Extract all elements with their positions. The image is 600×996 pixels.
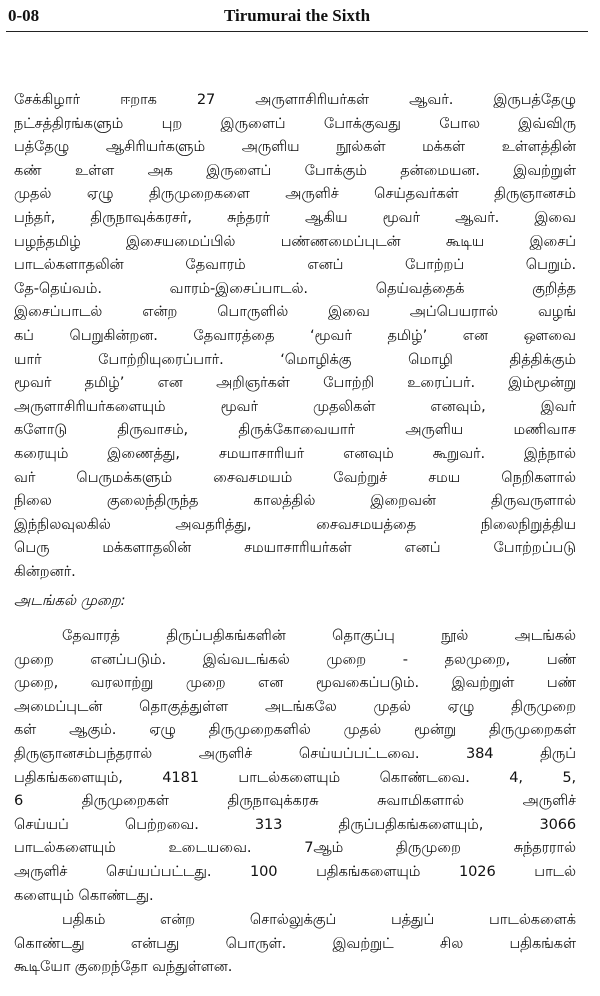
text-line: யார் போற்றியுரைப்பார். ‘மொழிக்கு மொழி தித்திக்கும்: [14, 350, 576, 368]
header-rule: [6, 31, 588, 32]
text-line: சேக்கிழார் ஈறாக 27 அருளாசிரியர்கள் ஆவர். இருபத்தேழு: [14, 91, 576, 108]
text-line: பதிகம் என்ற சொல்லுக்குப் பத்துப் பாடல்களைக்: [62, 911, 576, 928]
text-line: கின்றனர்.: [14, 562, 76, 580]
text-line: முறை, வரலாற்று முறை என மூவகைப்படும். இவற்றுள் பண்: [14, 674, 576, 692]
section-heading: அடங்கல் முறை:: [14, 592, 126, 609]
text-line: பத்தேழு ஆசிரியர்களும் அருளிய நூல்கள் மக்கள் உள்ளத்தின்: [14, 138, 576, 156]
text-line: பெரு மக்களாதலின் சமயாசாரியர்கள் எனப் போற்றப்படு: [14, 539, 576, 557]
text-line: முறை எனப்படும். இவ்வடங்கல் முறை - தலமுறை, பண்: [14, 650, 576, 668]
text-line: இந்நிலவுலகில் அவதரித்து, சைவசமயத்தை நிலைநிறுத்திய: [14, 515, 576, 533]
text-line: கப் பெறுகின்றன. தேவாரத்தை ‘மூவர் தமிழ்’ என ஔவை: [14, 326, 576, 344]
page-header: [8, 6, 586, 28]
text-line: பாடல்களாதலின் தேவாரம் எனப் போற்றப் பெறும்.: [14, 256, 576, 274]
text-line: கண் உள்ள அக இருளைப் போக்கும் தன்மையன. இவற்றுள்: [14, 161, 576, 179]
text-line: தே-தெய்வம். வாரம்-இசைப்பாடல். தெய்வத்தைக் குறித்த: [14, 279, 576, 297]
text-line: நட்சத்திரங்களும் புற இருளைப் போக்குவது போல இவ்விரு: [14, 114, 576, 132]
text-line: நிலை குலைந்திருந்த காலத்தில் இறைவன் திருவருளால்: [14, 492, 576, 510]
text-line: கூடியோ குறைந்தோ வந்துள்ளன.: [14, 958, 233, 976]
text-line: பாடல்களையும் உடையவை. 7ஆம் திருமுறை சுந்தரரால்: [14, 839, 576, 857]
text-line: கொண்டது என்பது பொருள். இவற்றுட் சில பதிகங்கள்: [14, 934, 576, 952]
text-line: மூவர் தமிழ்’ என அறிஞர்கள் போற்றி உரைப்பர். இம்மூன்று: [14, 374, 576, 392]
text-line: திருஞானசம்பந்தரால் அருளிச் செய்யப்பட்டவை. 384 திருப்: [14, 744, 576, 762]
text-line: அமைப்புடன் தொகுத்துள்ள அடங்கலே முதல் ஏழு திருமுறை: [14, 697, 576, 715]
text-line: களையும் கொண்டது.: [14, 886, 154, 904]
text-line: களோடு திருவாசம், திருக்கோவையார் அருளிய மணிவாச: [14, 421, 576, 439]
text-line: 6 திருமுறைகள் திருநாவுக்கரசு சுவாமிகளால் அருளிச்: [14, 792, 576, 810]
text-line: அருளிச் செய்யப்பட்டது. 100 பதிகங்களையும் 1026 பாடல்: [14, 862, 576, 880]
text-line: அருளாசிரியர்களையும் மூவர் முதலிகள் எனவும், இவர்: [14, 397, 576, 415]
text-line: கள் ஆகும். ஏழு திருமுறைகளில் முதல் மூன்று திருமுறைகள்: [14, 721, 576, 739]
text-line: முதல் ஏழு திருமுறைகளை அருளிச் செய்தவர்கள் திருஞானசம்: [14, 185, 576, 203]
page-number: 0-08: [8, 6, 40, 25]
paragraph-3: [14, 908, 576, 979]
text-line: பதிகங்களையும், 4181 பாடல்களையும் கொண்டவை. 4, 5,: [14, 768, 576, 786]
text-line: செய்யப் பெற்றவை. 313 திருப்பதிகங்களையும், 3066: [14, 815, 576, 833]
text-line: பந்தர், திருநாவுக்கரசர், சுந்தரர் ஆகிய மூவர் ஆவர். இவை: [14, 208, 576, 226]
paragraph-1: [14, 88, 576, 583]
text-line: பழந்தமிழ் இசையமைப்பில் பண்ணமைப்புடன் கூடிய இசைப்: [14, 232, 576, 250]
text-line: இசைப்பாடல் என்ற பொருளில் இவை அப்பெயரால் வழங்: [14, 303, 576, 321]
text-line: தேவாரத் திருப்பதிகங்களின் தொகுப்பு நூல் அடங்கல்: [62, 627, 576, 644]
paragraph-2: [14, 624, 576, 907]
running-title: Tirumurai the Sixth: [223, 6, 371, 25]
text-line: வர் பெருமக்களும் சைவசமயம் வேற்றுச் சமய நெறிகளால்: [14, 468, 576, 486]
text-line: கரையும் இணைத்து, சமயாசாரியர் எனவும் கூறுவர். இந்நால்: [14, 444, 576, 462]
